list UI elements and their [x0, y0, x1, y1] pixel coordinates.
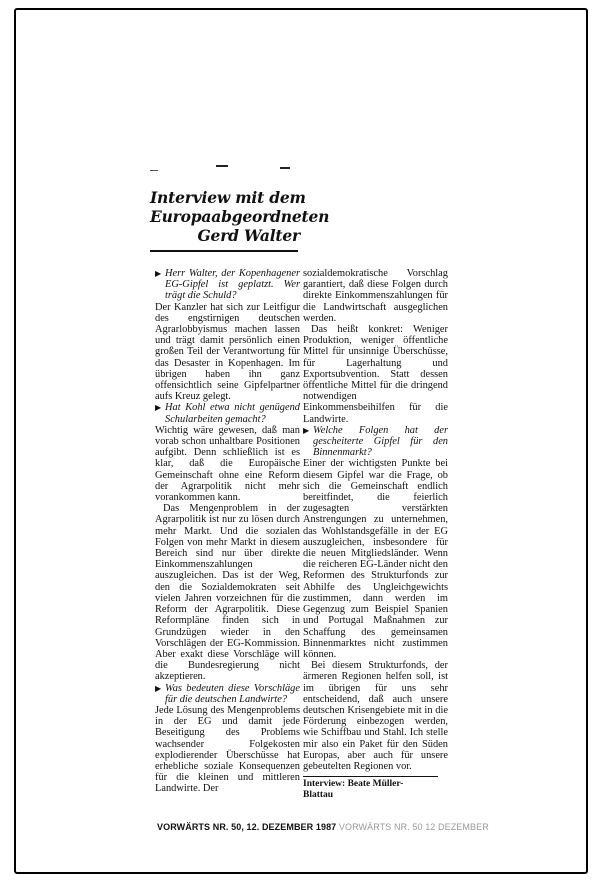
headline-line: Europaabgeordneten	[150, 207, 330, 226]
answer-paragraph: Bei diesem Strukturfonds, der ärmeren Regionen helfen soll, ist im übrigen für uns sehr entscheidend, daß auch unsere deutschen Krisengebiete mit in die Förderung einbezogen werden, wie Schiffbau und Stahl. Ich stelle mir also ein Paket für den Süden Europas, aber auch für unsere gebeutelten Regionen vor.	[303, 660, 448, 772]
article-column-right	[303, 268, 448, 801]
headline-rule	[150, 250, 298, 252]
headline-line: Gerd Walter	[197, 226, 300, 245]
signature-rule	[303, 776, 438, 777]
scan-mark	[216, 165, 228, 167]
headline-line: Interview mit dem	[150, 188, 306, 207]
question	[155, 268, 300, 302]
question	[155, 402, 300, 424]
interview-credit	[303, 779, 448, 801]
question	[303, 425, 448, 459]
source-stamp: VORWÄRTS NR. 50 12 DEZEMBER	[338, 822, 489, 832]
question-text: Herr Walter, der Kopenhagener EG-Gipfel ist geplatzt. Wer trägt die Schuld?	[165, 268, 300, 302]
article-headline	[150, 188, 330, 245]
page-border	[14, 8, 588, 874]
source-text: VORWÄRTS NR. 50, 12. DEZEMBER 1987	[157, 822, 337, 832]
triangle-bullet-icon: ▶	[155, 683, 162, 693]
triangle-bullet-icon: ▶	[303, 425, 310, 435]
question-text: Welche Folgen hat der gescheiterte Gipfel für den Binnenmarkt?	[313, 424, 448, 459]
question-text: Was bedeuten diese Vorschläge für die deutschen Landwirte?	[165, 682, 300, 705]
answer-paragraph: sozialdemokratische Vorschlag garantiert, daß diese Folgen durch direkte Einkommenszahlungen für die Landwirtschaft ausgeglichen werden.	[303, 268, 448, 324]
triangle-bullet-icon: ▶	[155, 269, 162, 278]
answer-paragraph: Einer der wichtigsten Punkte bei diesem Gipfel war die Frage, ob sich die Gemeinschaft endlich bereitfindet, die feierlich zugesagten verstärkten Anstrengungen zu unternehmen, das Wohlstandsgefälle in der EG auszugleichen, insbesondere für die neuen Mitgliedsländer. Wenn die reicheren EG-Länder nicht den Reformen des Strukturfonds zur Abhilfe des Ungleichgewichts zustimmen, dann werden im Gegenzug zum Beispiel Spanien und Portugal Maßnahmen zur Schaffung des gemeinsamen Binnenmarktes nicht zustimmen können.	[303, 458, 448, 660]
answer-paragraph: Wichtig wäre gewesen, daß man vorab schon unhaltbare Positionen aufgibt. Denn schließlich ist es klar, daß die Europäische Gemeinschaft ohne eine Reform der Agrarpolitik nicht mehr vorankommen kann.	[155, 424, 300, 504]
credit-line: Interview: Beate Müller-	[303, 779, 404, 790]
article-column-left	[155, 268, 300, 795]
source-line	[157, 822, 489, 832]
scan-mark	[150, 170, 158, 171]
scan-mark	[280, 167, 290, 169]
question	[155, 683, 300, 705]
answer-paragraph: Das heißt konkret: Weniger Produktion, weniger öffentliche Mittel für unsinnige Überschüsse, für Lagerhaltung und Exportsubvention. Statt dessen öffentliche Mittel für die dringend notwendigen Einkommensbeihilfen für die Landwirte.	[303, 324, 448, 425]
question-text: Hat Kohl etwa nicht genügend Schularbeiten gemacht?	[165, 402, 300, 425]
answer-paragraph: Jede Lösung des Mengenproblems in der EG und damit jede Beseitigung des Problems wachsender Folgekosten explodierender Überschüsse hat erhebliche soziale Konsequenzen für die kleinen und mittleren Landwirte. Der	[155, 704, 300, 795]
credit-line: Blattau	[303, 790, 334, 801]
answer-paragraph: Das Mengenproblem in der Agrarpolitik ist nur zu lösen durch mehr Markt. Und die sozialen Folgen von mehr Markt in diesem Bereich sind nur über direkte Einkommenszahlungen auszugleichen. Das ist der Weg, den die Sozialdemokraten seit vielen Jahren vorzeichnen für die Reform der Agrarpolitik. Diese Reformpläne finden sich in Grundzügen wieder in den Vorschlägen der EG-Kommission. Aber exakt diese Vorschläge will die Bundesregierung nicht akzeptieren.	[155, 503, 300, 683]
triangle-bullet-icon: ▶	[155, 403, 162, 413]
answer-paragraph: Der Kanzler hat sich zur Leitfigur des engstirnigen deutschen Agrarlobbyismus machen lassen und trägt damit persönlich einen großen Teil der Verantwortung für das Desaster in Kopenhagen. Im übrigen haben ihn ganz offensichtlich seine Gipfelpartner aufs Kreuz gelegt.	[155, 301, 300, 403]
